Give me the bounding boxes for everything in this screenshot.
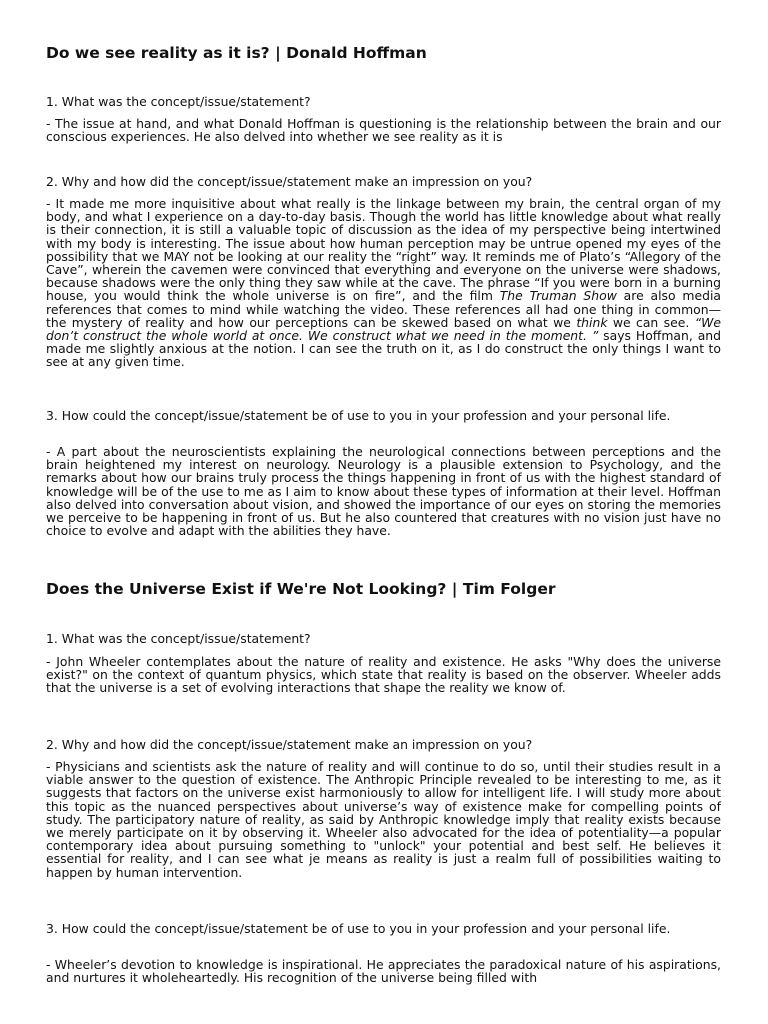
question-2: 2. Why and how did the concept/issue/statement make an impression on you? bbox=[46, 737, 533, 752]
answer-2 bbox=[46, 197, 721, 369]
answer-1: - The issue at hand, and what Donald Hoffman is questioning is the relationship between the brain and our conscious experiences. He also delved into whether we see reality as it is bbox=[46, 116, 721, 145]
answer-2-text: - It made me more inquisitive about what really is the linkage between my brain, the central organ of my body, and what I experience on a day-to-day basis. Though the world has little knowledge about what really is their connection, it is still a valuable topic of discussion as the idea of my perspective being intertwined with my body is interesting. The issue about how human perception may be untrue opened my eyes of the possibility that we MAY not be looking at our reality the “right” way. It reminds me of Plato’s “Allegory of the Cave”, wherein the cavemen were convinced that everything and everyone on the universe were shadows, because shadows were the only thing they saw while at the cave. The phrase “If you were born in a burning house, you would think the whole universe is on fire”, and the film bbox=[46, 196, 721, 304]
answer-2-text: we can see. bbox=[607, 314, 695, 330]
question-3: 3. How could the concept/issue/statement be of use to you in your profession and your personal life. bbox=[46, 408, 671, 423]
answer-2-text: are also media references that comes to mind while watching the video. These references all had one thing in common—the mystery of reality and how our perceptions can be skewed based on what we bbox=[46, 288, 721, 330]
question-1: 1. What was the concept/issue/statement? bbox=[46, 631, 311, 646]
answer-1: - John Wheeler contemplates about the nature of reality and existence. He asks "Why does the universe exist?" on the context of quantum physics, which state that reality is based on the observer. Wheeler adds that the universe is a set of evolving interactions that shape the reality we know of. bbox=[46, 654, 721, 696]
section-title: Does the Universe Exist if We're Not Looking? | Tim Folger bbox=[46, 580, 556, 598]
answer-3: - Wheeler’s devotion to knowledge is inspirational. He appreciates the paradoxical nature of his aspirations, and nurtures it wholeheartedly. His recognition of the universe being filled with bbox=[46, 957, 721, 986]
question-3: 3. How could the concept/issue/statement be of use to you in your profession and your personal life. bbox=[46, 921, 671, 936]
film-title: The Truman Show bbox=[499, 288, 617, 304]
answer-2-text: says Hoffman, and made me slightly anxious at the notion. I can see the truth on it, as I do construct the only things I want to see at any given time. bbox=[46, 328, 721, 370]
emphasis-word: think bbox=[576, 314, 608, 330]
hoffman-quote: “We don’t construct the whole world at once. We construct what we need in the moment. ” bbox=[46, 314, 721, 344]
answer-3: - A part about the neuroscientists explaining the neurological connections between perceptions and the brain heightened my interest on neurology. Neurology is a plausible extension to Psychology, and the remarks about how our brains truly process the things happening in front of us with the highest standard of knowledge will be of the use to me as I aim to know about these types of information at their level. Hoffman also delved into conversation about vision, and showed the importance of our eyes on storing the memories we perceive to be happening in front of us. But he also countered that creatures with no vision just have no choice to evolve and adapt with the abilities they have. bbox=[46, 444, 721, 539]
question-2: 2. Why and how did the concept/issue/statement make an impression on you? bbox=[46, 174, 533, 189]
section-title: Do we see reality as it is? | Donald Hoffman bbox=[46, 44, 427, 62]
answer-2: - Physicians and scientists ask the nature of reality and will continue to do so, until their studies result in a viable answer to the question of existence. The Anthropic Principle revealed to be interesting to me, as it suggests that factors on the universe exist harmoniously to allow for intelligent life. I will study more about this topic as the nuanced perspectives about universe’s way of existence make for compelling points of study. The participatory nature of reality, as said by Anthropic knowledge imply that reality exists because we merely participate on it by observing it. Wheeler also advocated for the idea of potentiality—a popular contemporary idea about pursuing something to "unlock" your potential and best self. He believes it essential for reality, and I can see what je means as reality is just a realm full of possibilities waiting to happen by human intervention. bbox=[46, 759, 721, 880]
question-1: 1. What was the concept/issue/statement? bbox=[46, 94, 311, 109]
